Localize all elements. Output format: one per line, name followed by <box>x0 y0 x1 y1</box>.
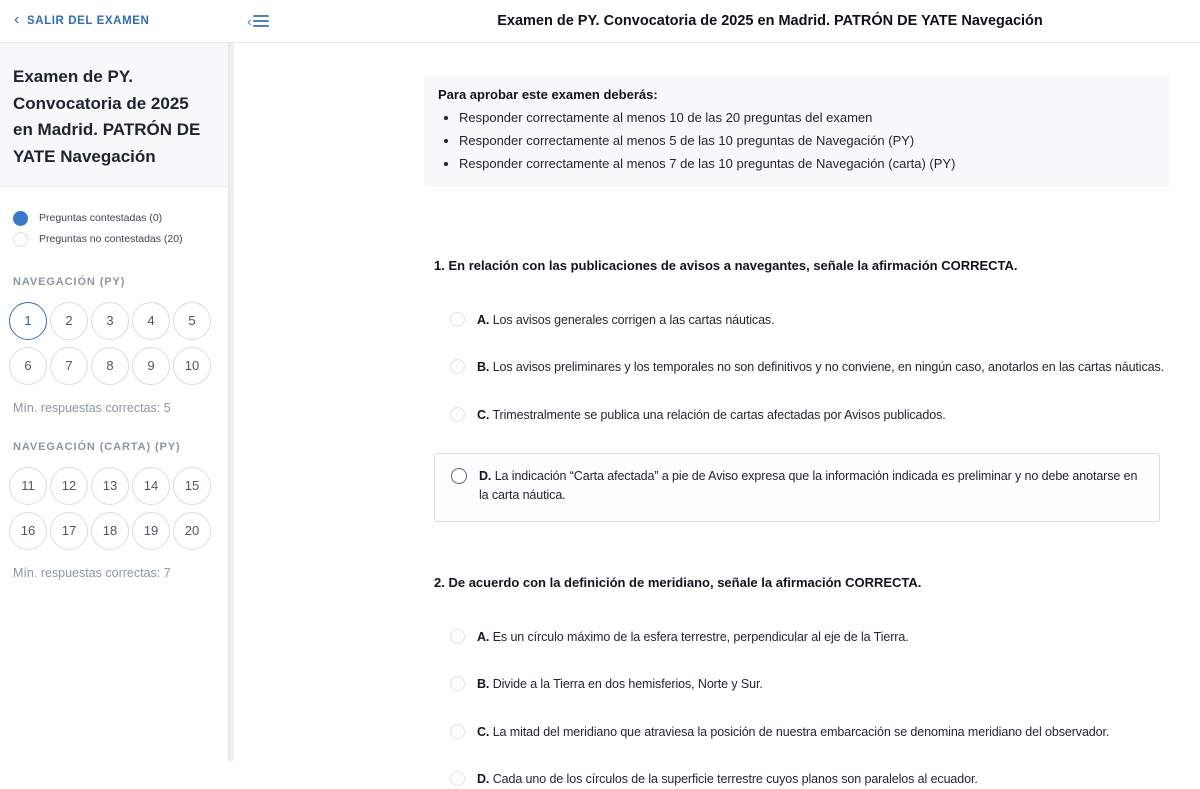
legend <box>13 208 228 250</box>
sidebar <box>0 43 228 761</box>
option-label <box>477 311 774 330</box>
question-2 <box>434 574 1174 789</box>
pass-requirements-box <box>424 76 1170 187</box>
exit-exam-link[interactable] <box>14 0 149 42</box>
question-nav-button-5[interactable]: 5 <box>173 302 211 340</box>
pass-requirements-list <box>438 109 1156 174</box>
legend-answered <box>13 208 228 229</box>
radio-button[interactable] <box>450 359 465 374</box>
pass-requirements-title: Para aprobar este examen deberás: <box>438 87 658 102</box>
question-1-option-b[interactable] <box>434 358 1174 377</box>
question-nav-button-4[interactable]: 4 <box>132 302 170 340</box>
question-nav-button-3[interactable]: 3 <box>91 302 129 340</box>
min-correct-label: Mín. respuestas correctas: 5 <box>13 400 171 415</box>
question-nav-button-20[interactable]: 20 <box>173 512 211 550</box>
option-text: Trimestralmente se publica una relación de cartas afectadas por Avisos publicados. <box>492 407 946 422</box>
exam-title-header: Examen de PY. Convocatoria de 2025 en Madrid. PATRÓN DE YATE Navegación <box>497 13 1043 29</box>
option-letter: B. <box>477 360 490 375</box>
question-text: En relación con las publicaciones de avisos a navegantes, señale la afirmación CORRECTA. <box>448 257 1018 273</box>
question-nav-button-16[interactable]: 16 <box>9 512 47 550</box>
question-1-option-c[interactable] <box>434 406 1174 425</box>
question-2-option-c[interactable] <box>434 723 1174 742</box>
pass-requirement-item: • Responder correctamente al menos 7 de las 10 preguntas de Navegación (carta) (PY) <box>459 155 1156 173</box>
question-nav-grid <box>9 302 221 392</box>
legend-answered-label: Preguntas contestadas (0) <box>39 212 163 225</box>
min-correct-label: Mín. respuestas correctas: 7 <box>13 565 171 580</box>
content-area <box>0 43 1200 786</box>
sidebar-exam-title: Examen de PY. Convocatoria de 2025 en Madrid. PATRÓN DE YATE Navegación <box>0 43 228 187</box>
menu-bars-icon <box>253 15 269 27</box>
option-letter: A. <box>477 312 490 327</box>
option-letter: D. <box>479 468 492 483</box>
question-1-option-a[interactable] <box>434 311 1174 330</box>
main-content <box>234 43 1200 786</box>
question-text: De acuerdo con la definición de meridiano, señale la afirmación CORRECTA. <box>448 574 922 590</box>
question-nav-button-15[interactable]: 15 <box>173 467 211 505</box>
question-nav-button-19[interactable]: 19 <box>132 512 170 550</box>
option-text: La mitad del meridiano que atraviesa la posición de nuestra embarcación se denomina meridiano del observador. <box>492 724 1110 739</box>
option-label <box>479 467 1143 506</box>
question-nav-button-18[interactable]: 18 <box>91 512 129 550</box>
option-letter: B. <box>477 677 490 692</box>
option-label <box>477 770 978 789</box>
question-nav-button-10[interactable]: 10 <box>173 347 211 385</box>
question-nav-button-8[interactable]: 8 <box>91 347 129 385</box>
radio-button[interactable] <box>451 468 467 484</box>
question-number: 2. <box>434 574 445 590</box>
radio-button[interactable] <box>450 407 465 422</box>
question-nav-button-14[interactable]: 14 <box>132 467 170 505</box>
legend-unanswered <box>13 229 228 250</box>
radio-button[interactable] <box>450 629 465 644</box>
option-text: Los avisos preliminares y los temporales no son definitivos y no conviene, en ningún caso, anotarlos en las cartas náuticas. <box>492 360 1164 375</box>
option-text: Divide a la Tierra en dos hemisferios, Norte y Sur. <box>492 677 763 692</box>
option-text: Es un círculo máximo de la esfera terrestre, perpendicular al eje de la Tierra. <box>492 629 909 644</box>
exit-exam-label: SALIR DEL EXAMEN <box>26 15 150 27</box>
question-nav-button-17[interactable]: 17 <box>50 512 88 550</box>
option-label <box>477 723 1109 742</box>
option-letter: C. <box>477 407 490 422</box>
option-letter: A. <box>477 629 490 644</box>
question-number: 1. <box>434 257 445 273</box>
option-label <box>477 358 1164 377</box>
topbar <box>0 0 1200 43</box>
collapse-sidebar-button[interactable] <box>247 0 269 42</box>
question-nav-button-12[interactable]: 12 <box>50 467 88 505</box>
radio-button[interactable] <box>450 771 465 786</box>
option-label <box>477 406 946 425</box>
section-navegacion-carta-py <box>9 441 228 580</box>
question-nav-button-9[interactable]: 9 <box>132 347 170 385</box>
option-letter: D. <box>477 771 490 786</box>
option-label <box>477 628 909 647</box>
question-nav-button-2[interactable]: 2 <box>50 302 88 340</box>
option-text: La indicación “Carta afectada” a pie de Aviso expresa que la información indicada es preliminar y no debe anotarse en la carta náutica. <box>479 468 1138 503</box>
question-nav-button-6[interactable]: 6 <box>9 347 47 385</box>
question-1 <box>434 257 1174 522</box>
question-2-option-b[interactable] <box>434 675 1174 694</box>
option-text: Cada uno de los círculos de la superficie terrestre cuyos planos son paralelos al ecuador. <box>492 771 978 786</box>
option-text: Los avisos generales corrigen a las cartas náuticas. <box>492 312 775 327</box>
unanswered-dot-icon <box>13 232 28 247</box>
option-label <box>477 675 763 694</box>
answered-dot-icon <box>13 211 28 226</box>
question-2-option-a[interactable] <box>434 628 1174 647</box>
question-nav-button-11[interactable]: 11 <box>9 467 47 505</box>
radio-button[interactable] <box>450 676 465 691</box>
question-2-option-d[interactable] <box>434 770 1174 789</box>
chevron-left-icon: ‹ <box>14 11 20 28</box>
chevron-left-icon: ‹ <box>247 12 252 29</box>
pass-requirement-item: • Responder correctamente al menos 5 de las 10 preguntas de Navegación (PY) <box>459 132 1156 150</box>
radio-button[interactable] <box>450 724 465 739</box>
question-1-title <box>434 257 1174 275</box>
question-nav-button-13[interactable]: 13 <box>91 467 129 505</box>
pass-requirement-item: • Responder correctamente al menos 10 de las 20 preguntas del examen <box>459 109 1156 127</box>
question-2-title <box>434 574 1174 592</box>
option-letter: C. <box>477 724 490 739</box>
question-nav-grid <box>9 467 221 557</box>
question-1-option-d[interactable] <box>434 453 1160 522</box>
legend-unanswered-label: Preguntas no contestadas (20) <box>39 233 183 246</box>
radio-button[interactable] <box>450 312 465 327</box>
section-navegacion-py <box>9 276 228 415</box>
section-title: NAVEGACIÓN (PY) <box>13 275 126 288</box>
question-nav-button-7[interactable]: 7 <box>50 347 88 385</box>
question-nav-button-1[interactable]: 1 <box>9 302 47 340</box>
section-title: NAVEGACIÓN (CARTA) (PY) <box>13 440 181 453</box>
